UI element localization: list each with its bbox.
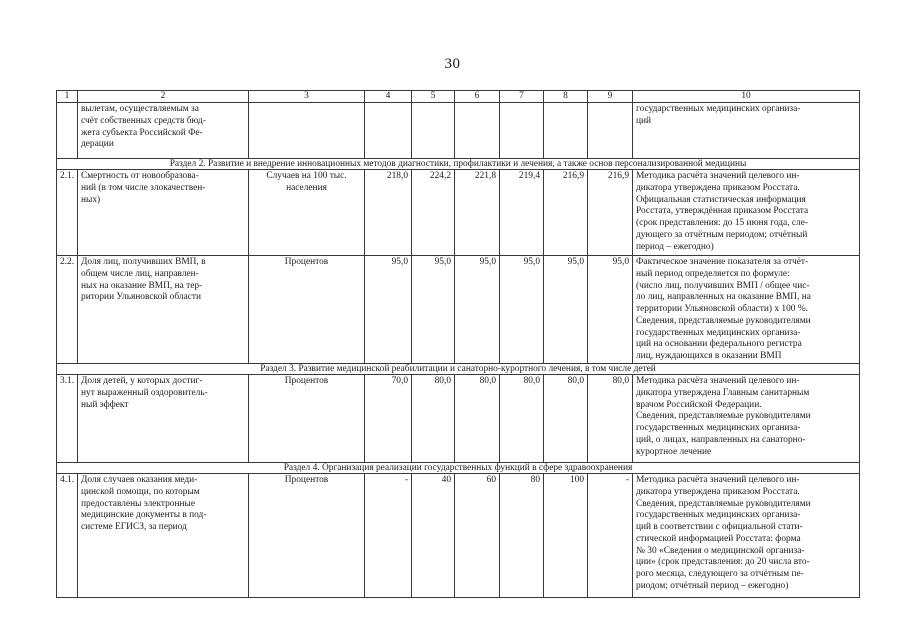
calculation-method [633, 170, 860, 256]
calculation-method-text: Фактическое значение показателя за отчёт- ный период определяется по формуле: (число лиц, получивших ВМП / общее чис- ло лиц, направленных на оказание ВМП, на территории Ульяновской области) х 100 %. Сведения, представляемые руководителями государственных медицинских организа- ций на основании федерального регистра лиц, нуждающихся в оказании ВМП [636, 257, 811, 361]
value-cell-text: 216,9 [562, 171, 584, 181]
continued-row [57, 103, 860, 159]
unit-of-measure-text: Процентов [284, 376, 329, 386]
value-cell [412, 170, 455, 256]
indicator-name [78, 474, 249, 598]
indicator-row [57, 256, 860, 364]
value-cell [365, 375, 412, 463]
value-cell-text: 80,0 [612, 376, 629, 386]
calculation-method-text: Методика расчёта значений целевого ин- дикатора утверждена приказом Росстата. Официальная статистическая информация Росстата, утверждённая приказом Росстата (срок представления: до 15 июня года, сле- дующего за отчётным периодом; отчётный период – ежегодно) [636, 171, 809, 252]
calculation-method-text: Методика расчёта значений целевого ин- дикатора утверждена приказом Росстата. Сведения, представляемые руководителями государственных медицинских организа- ций в соответствии с официальной стати- стической информацией Росстата: форма № 30 «Сведения о медицинской организа- ции» (срок представления: до 20 числа вто- рого месяца, следующего за отчётным пе- риодом; отчётный период – ежегодно) [636, 475, 811, 591]
indicator-number [57, 256, 78, 364]
column-number-cell: 7 [500, 91, 544, 103]
indicator-number [57, 103, 78, 159]
value-cell [500, 256, 544, 364]
value-cell-text: 70,0 [391, 376, 408, 386]
value-cell [365, 474, 412, 598]
indicator-name [78, 256, 249, 364]
value-cell [455, 474, 500, 598]
value-cell-text: 218,0 [386, 171, 408, 181]
value-cell [455, 375, 500, 463]
indicator-number [57, 474, 78, 598]
section-title: Раздел 2. Развитие и внедрение инновационных методов диагностики, профилактики и лечения, а также основ персонализированной медицины [57, 159, 860, 170]
value-cell-text: 80,0 [567, 376, 584, 386]
value-cell-text: 95,0 [523, 257, 540, 267]
value-cell-text: 219,4 [518, 171, 540, 181]
column-number-cell: 6 [455, 91, 500, 103]
value-cell [588, 474, 633, 598]
value-cell [588, 375, 633, 463]
value-cell-text: 80,0 [523, 376, 540, 386]
column-number-cell: 5 [412, 91, 455, 103]
value-cell [544, 474, 588, 598]
value-cell [455, 170, 500, 256]
value-cell [365, 103, 412, 159]
column-number-cell: 9 [588, 91, 633, 103]
indicators-table [56, 90, 860, 598]
value-cell-text: 80,0 [479, 376, 496, 386]
value-cell [455, 103, 500, 159]
value-cell [500, 375, 544, 463]
value-cell [365, 256, 412, 364]
calculation-method-text: государственных медицинских организа- ций [636, 104, 801, 126]
indicator-number-text: 3.1. [60, 376, 75, 386]
value-cell-text: 216,9 [607, 171, 629, 181]
unit-of-measure-text: Процентов [284, 475, 329, 485]
column-number-cell: 3 [249, 91, 365, 103]
unit-of-measure [249, 256, 365, 364]
value-cell [412, 474, 455, 598]
indicator-name-text: вылетам, осуществляемым за счёт собственных средств бюд- жета субъекта Российской Фе- дерации [81, 104, 206, 150]
value-cell-text: 95,0 [612, 257, 629, 267]
value-cell [500, 170, 544, 256]
indicator-row [57, 170, 860, 256]
column-number-row [57, 91, 860, 103]
value-cell-text: - [404, 475, 408, 485]
calculation-method [633, 256, 860, 364]
unit-of-measure [249, 170, 365, 256]
value-cell-text: 95,0 [479, 257, 496, 267]
indicator-name-text: Смертность от новообразова- ний (в том числе злокачествен- ных) [81, 171, 206, 205]
indicator-name-text: Доля лиц, получивших ВМП, в общем числе лиц, направлен- ных на оказание ВМП, на тер- ритории Ульяновской области [81, 257, 206, 303]
value-cell [412, 375, 455, 463]
value-cell [544, 256, 588, 364]
value-cell [500, 103, 544, 159]
indicator-number [57, 170, 78, 256]
indicator-name-text: Доля детей, у которых достиг- нут выраженный оздоровитель- ный эффект [81, 376, 208, 410]
value-cell-text: 80 [530, 475, 540, 485]
column-number-cell: 1 [57, 91, 78, 103]
section-title: Раздел 4. Организация реализации государственных функций в сфере здравоохранения [57, 463, 860, 474]
calculation-method [633, 103, 860, 159]
value-cell [455, 256, 500, 364]
indicator-row [57, 474, 860, 598]
indicator-row [57, 375, 860, 463]
indicator-name [78, 375, 249, 463]
value-cell [544, 170, 588, 256]
value-cell-text: 100 [569, 475, 584, 485]
value-cell [412, 256, 455, 364]
value-cell-text: 40 [441, 475, 451, 485]
value-cell [412, 103, 455, 159]
value-cell-text: - [625, 475, 629, 485]
calculation-method [633, 375, 860, 463]
unit-of-measure-text: Процентов [284, 257, 329, 267]
indicator-name [78, 170, 249, 256]
indicator-name-text: Доля случаев оказания меди- цинской помощи, по которым предоставлены электронные медицинские документы в под- системе ЕГИСЗ, за период [81, 475, 207, 532]
calculation-method [633, 474, 860, 598]
value-cell [365, 170, 412, 256]
indicator-number-text: 4.1. [60, 475, 75, 485]
column-number-cell: 2 [78, 91, 249, 103]
value-cell-text: 224,2 [429, 171, 451, 181]
column-number-cell: 10 [633, 91, 860, 103]
indicator-number [57, 375, 78, 463]
value-cell-text: 95,0 [391, 257, 408, 267]
unit-of-measure [249, 375, 365, 463]
value-cell-text: 95,0 [434, 257, 451, 267]
section-title: Раздел 3. Развитие медицинской реабилитации и санаторно-курортного лечения, в том числе детей [57, 364, 860, 375]
value-cell [588, 103, 633, 159]
value-cell [588, 170, 633, 256]
value-cell-text: 80,0 [434, 376, 451, 386]
section-header-row [57, 463, 860, 474]
value-cell-text: 60 [486, 475, 496, 485]
page-number: 30 [444, 56, 461, 72]
column-number-cell: 8 [544, 91, 588, 103]
calculation-method-text: Методика расчёта значений целевого ин- дикатора утверждена Главным санитарным врачом Российской Федерации. Сведения, представляемые руководителями государственных медицинских организа- ций, о лицах, направленных на санаторно- курортное лечение [636, 376, 811, 457]
value-cell [588, 256, 633, 364]
section-header-row [57, 159, 860, 170]
unit-of-measure-text: Случаев на 100 тыс. населения [266, 171, 347, 193]
value-cell-text: 221,8 [474, 171, 496, 181]
unit-of-measure [249, 474, 365, 598]
indicator-name [78, 103, 249, 159]
indicator-number-text: 2.1. [60, 171, 75, 181]
indicator-number-text: 2.2. [60, 257, 75, 267]
value-cell [544, 103, 588, 159]
unit-of-measure [249, 103, 365, 159]
value-cell-text: 95,0 [567, 257, 584, 267]
column-number-cell: 4 [365, 91, 412, 103]
value-cell [544, 375, 588, 463]
value-cell [500, 474, 544, 598]
section-header-row [57, 364, 860, 375]
